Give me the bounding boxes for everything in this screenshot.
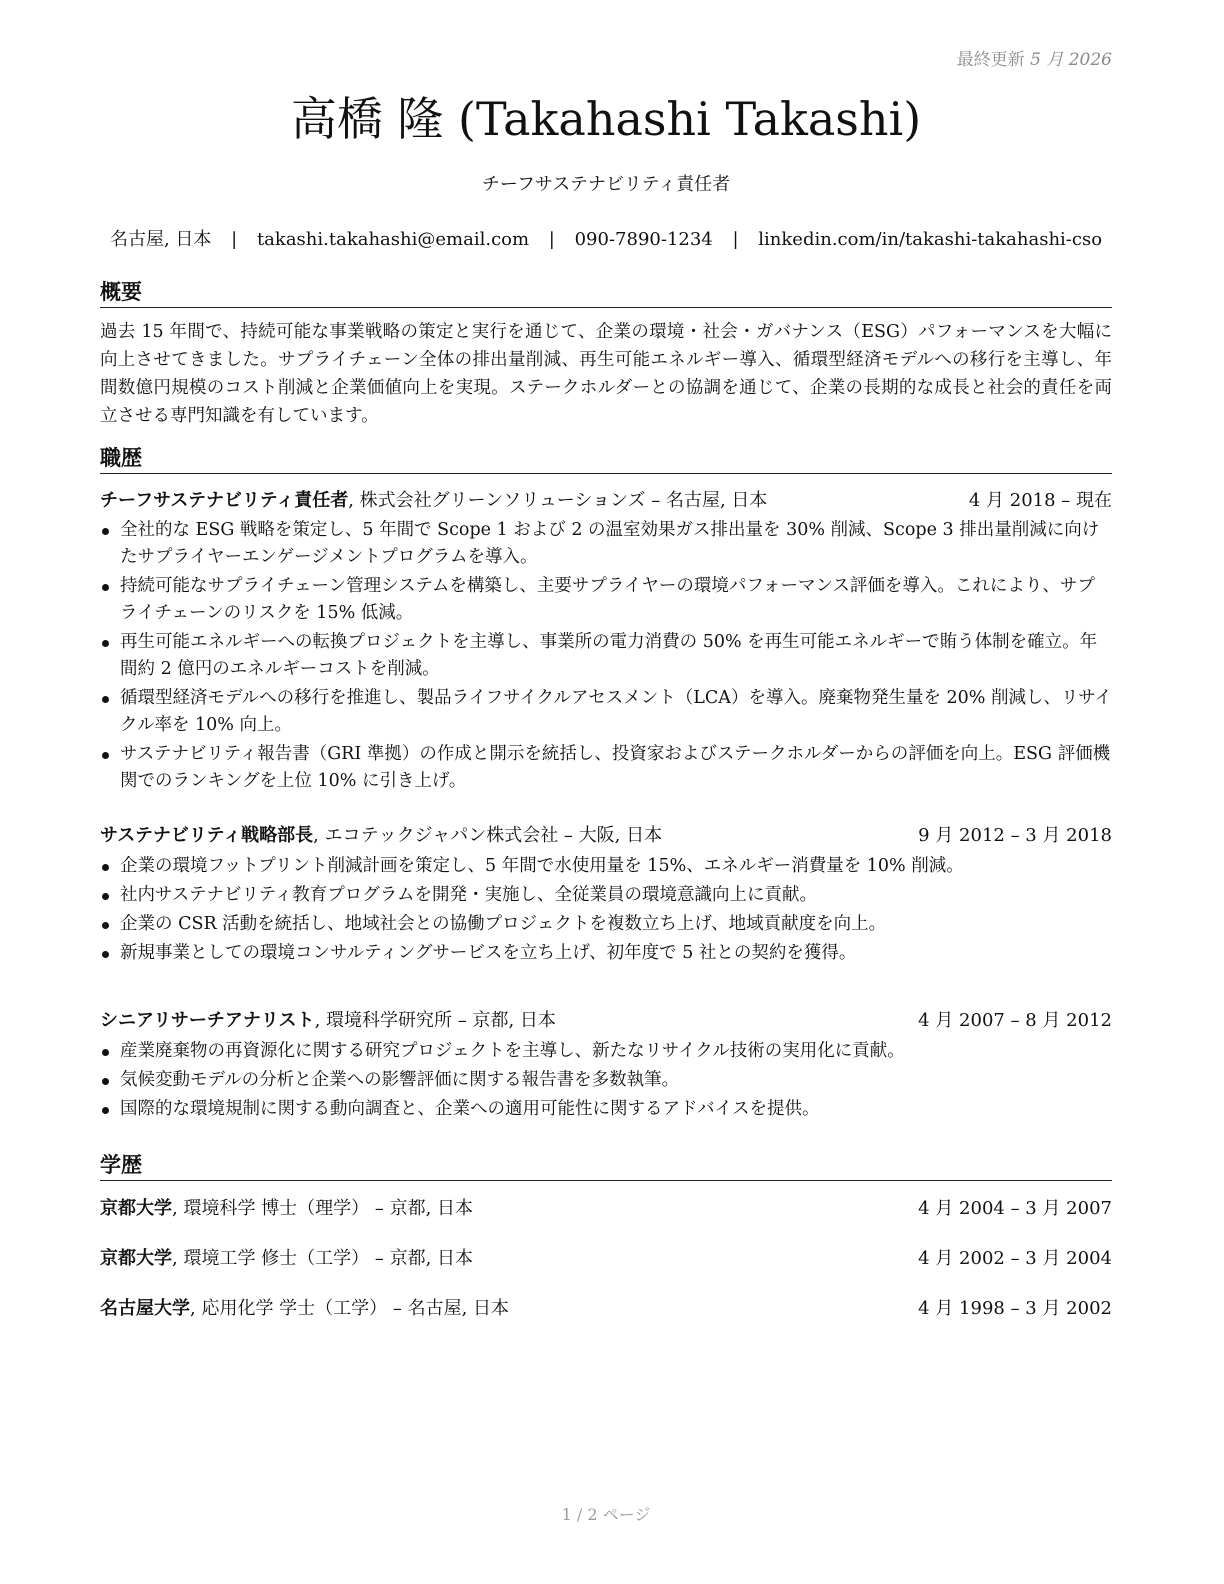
education-dates: 4 月 1998 – 3 月 2002 [918, 1298, 1112, 1319]
job-dates: 4 月 2018 – 現在 [968, 490, 1112, 511]
education-details: , 環境工学 修士（工学） – 京都, 日本 [172, 1248, 474, 1269]
job-bullet: 循環型経済モデルへの移行を推進し、製品ライフサイクルアセスメント（LCA）を導入。廃棄物発生量を 20% 削減し、リサイクル率を 10% 向上。 [100, 685, 1112, 739]
job-bullets [100, 1038, 1112, 1125]
last-updated-value: 5 月 2026 [1030, 50, 1112, 70]
education-entry [100, 1245, 1112, 1273]
headline: チーフサステナビリティ責任者 [481, 174, 731, 195]
contact-line [100, 225, 1112, 251]
job-entry-header [100, 822, 1112, 850]
job-bullet: 企業の CSR 活動を統括し、地域社会との協働プロジェクトを複数立ち上げ、地域貢献度を向上。 [100, 911, 1112, 938]
contact-separator: | [732, 229, 739, 250]
job-bullet: 企業の環境フットプリント削減計画を策定し、5 年間で水使用量を 15%、エネルギー消費量を 10% 削減。 [100, 853, 1112, 880]
education-details: , 環境科学 博士（理学） – 京都, 日本 [172, 1198, 474, 1219]
job-entry-header [100, 1007, 1112, 1035]
education-entry [100, 1295, 1112, 1323]
education-entry [100, 1195, 1112, 1223]
contact-phone: 090-7890-1234 [574, 229, 713, 250]
job-entry-header [100, 487, 1112, 515]
job-details: , 環境科学研究所 – 京都, 日本 [314, 1010, 556, 1031]
job-bullet: 国際的な環境規制に関する動向調査と、企業への適用可能性に関するアドバイスを提供。 [100, 1096, 1112, 1123]
last-updated [957, 45, 1112, 70]
education-school: 京都大学 [100, 1248, 172, 1269]
job-bullets [100, 517, 1112, 797]
education-dates: 4 月 2004 – 3 月 2007 [918, 1198, 1112, 1219]
job-bullet: 社内サステナビリティ教育プログラムを開発・実施し、全従業員の環境意識向上に貢献。 [100, 882, 1112, 909]
contact-email[interactable]: takashi.takahashi@email.com [256, 229, 530, 250]
job-bullet: 新規事業としての環境コンサルティングサービスを立ち上げ、初年度で 5 社との契約を獲得。 [100, 940, 1112, 967]
job-details: , エコテックジャパン株式会社 – 大阪, 日本 [313, 825, 663, 846]
job-bullet: サステナビリティ報告書（GRI 準拠）の作成と開示を統括し、投資家およびステークホルダーからの評価を向上。ESG 評価機関でのランキングを上位 10% に引き上げ。 [100, 741, 1112, 795]
section-title-summary: 概要 [100, 277, 1112, 308]
job-role: シニアリサーチアナリスト [100, 1010, 315, 1031]
contact-separator: | [548, 229, 555, 250]
job-bullet: 持続可能なサプライチェーン管理システムを構築し、主要サプライヤーの環境パフォーマンス評価を導入。これにより、サプライチェーンのリスクを 15% 低減。 [100, 573, 1112, 627]
candidate-name: 高橋 隆 (Takahashi Takashi) [290, 92, 922, 146]
education-school: 京都大学 [100, 1198, 172, 1219]
contact-location: 名古屋, 日本 [109, 229, 212, 250]
last-updated-label: 最終更新 [956, 50, 1025, 70]
summary-text: 過去 15 年間で、持続可能な事業戦略の策定と実行を通じて、企業の環境・社会・ガバナンス（ESG）パフォーマンスを大幅に向上させてきました。サプライチェーン全体の排出量削減、再生可能エネルギー導入、循環型経済モデルへの移行を主導し、年間数億円規模のコスト削減と企業価値向上を実現。ステークホルダーとの協調を通じて、企業の長期的な成長と社会的責任を両立させる専門知識を有しています。 [100, 322, 1112, 426]
job-bullets [100, 853, 1112, 969]
contact-separator: | [231, 229, 238, 250]
job-bullet: 全社的な ESG 戦略を策定し、5 年間で Scope 1 および 2 の温室効果ガス排出量を 30% 削減、Scope 3 排出量削減に向けたサプライヤーエンゲージメントプログラムを導入。 [100, 517, 1112, 571]
job-bullet: 再生可能エネルギーへの転換プロジェクトを主導し、事業所の電力消費の 50% を再生可能エネルギーで賄う体制を確立。年間約 2 億円のエネルギーコストを削減。 [100, 629, 1112, 683]
section-title-experience: 職歴 [100, 443, 1112, 474]
job-role: サステナビリティ戦略部長 [100, 825, 314, 846]
education-school: 名古屋大学 [100, 1298, 190, 1319]
education-dates: 4 月 2002 – 3 月 2004 [918, 1248, 1112, 1269]
section-title-education: 学歴 [100, 1150, 1112, 1181]
job-bullet: 気候変動モデルの分析と企業への影響評価に関する報告書を多数執筆。 [100, 1067, 1112, 1094]
education-details: , 応用化学 学士（工学） – 名古屋, 日本 [190, 1298, 510, 1319]
resume-page [100, 0, 1112, 1584]
page-number: 1 / 2 ページ [561, 1505, 651, 1524]
job-dates: 9 月 2012 – 3 月 2018 [918, 825, 1112, 846]
job-role: チーフサステナビリティ責任者 [100, 490, 349, 511]
job-details: , 株式会社グリーンソリューションズ – 名古屋, 日本 [348, 490, 768, 511]
contact-linkedin[interactable]: linkedin.com/in/takashi-takahashi-cso [758, 229, 1103, 250]
job-dates: 4 月 2007 – 8 月 2012 [918, 1010, 1112, 1031]
job-bullet: 産業廃棄物の再資源化に関する研究プロジェクトを主導し、新たなリサイクル技術の実用化に貢献。 [100, 1038, 1112, 1065]
